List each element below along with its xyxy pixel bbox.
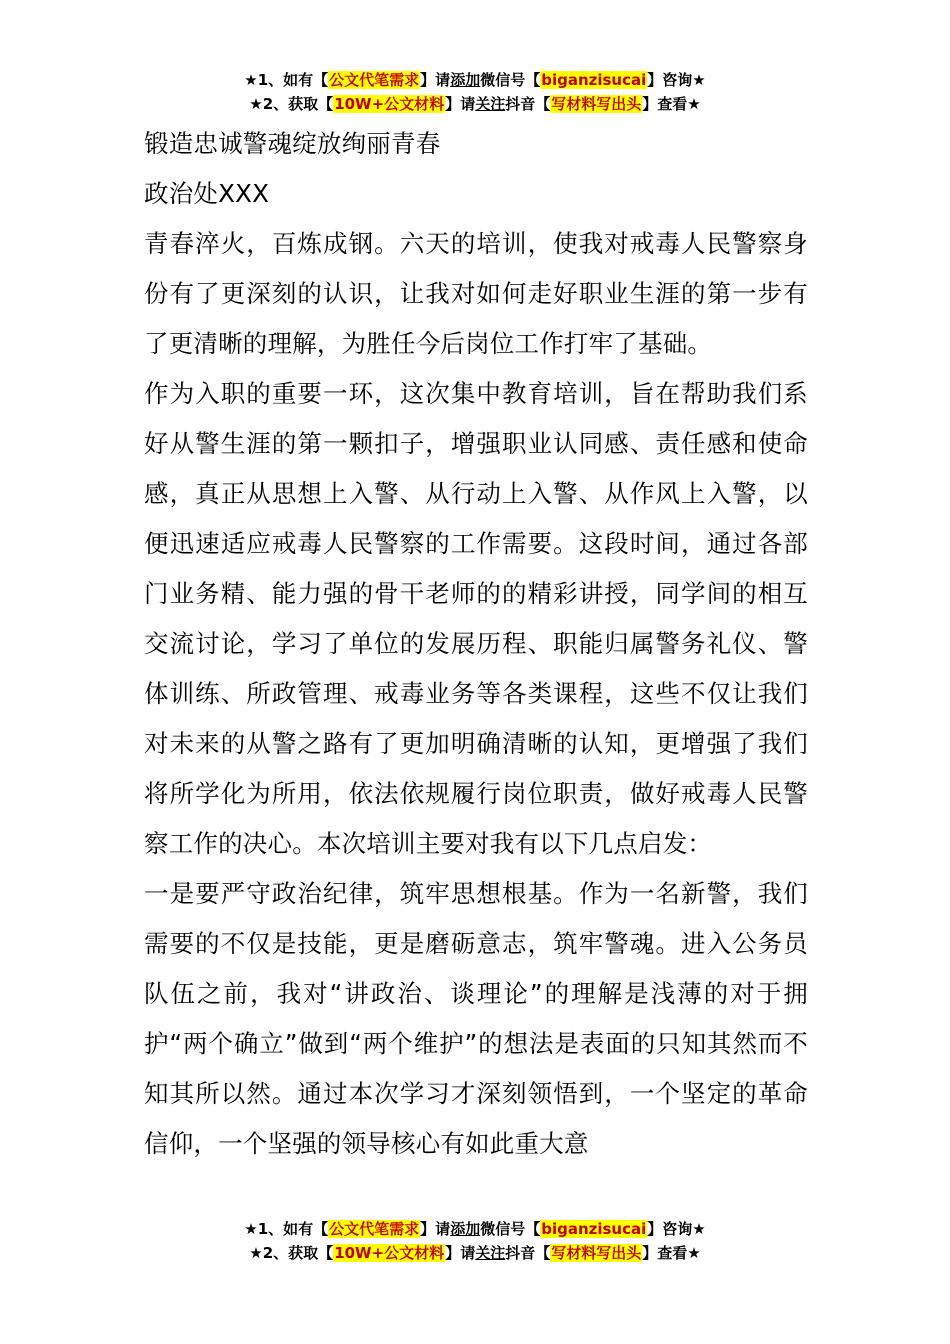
banner-text: 抖音【	[505, 95, 551, 113]
highlight-wechat-id: biganzisucai	[541, 1220, 647, 1238]
paragraph-1: 青春淬火，百炼成钢。六天的培训，使我对戒毒人民警察身份有了更深刻的认识，让我对如何走好职业生涯的第一步有了更清晰的理解，为胜任今后岗位工作打牢了基础。	[144, 229, 808, 358]
banner-text-underlined: 关注	[475, 95, 506, 113]
banner-line-1	[0, 1217, 950, 1241]
banner-text: 】查看★	[642, 1244, 701, 1262]
banner-text: 】请	[420, 71, 451, 89]
banner-text: ★2、获取【	[249, 95, 334, 113]
banner-text: 】查看★	[642, 95, 701, 113]
banner-text: 】请	[445, 95, 476, 113]
banner-line-2	[0, 1241, 950, 1265]
banner-text: 】请	[445, 1244, 476, 1262]
banner-text: ★1、如有【	[244, 1220, 329, 1238]
banner-text-underlined: 关注	[475, 1244, 506, 1262]
banner-text: 抖音【	[505, 1244, 551, 1262]
highlight-douyin-account: 写材料写出头	[551, 1244, 642, 1262]
banner-text: 微信号【	[480, 1220, 541, 1238]
highlight-materials: 10W+公文材料	[334, 1244, 445, 1262]
highlight-service: 公文代笔需求	[329, 1220, 420, 1238]
paragraph-3: 一是要严守政治纪律，筑牢思想根基。作为一名新警，我们需要的不仅是技能，更是磨砺意志，筑牢警魂。进入公务员队伍之前，我对“讲政治、谈理论”的理解是浅薄的对于拥护“两个确立”做到“两个维护”的想法是表面的只知其然而不知其所以然。通过本次学习才深刻领悟到，一个坚定的革命信仰，一个坚强的领导核心有如此重大意	[144, 879, 808, 1158]
banner-text-underlined: 添加	[450, 71, 481, 89]
highlight-douyin-account: 写材料写出头	[551, 95, 642, 113]
document-title: 锻造忠诚警魂绽放绚丽青春	[144, 129, 441, 158]
banner-text: 】咨询★	[647, 1220, 706, 1238]
banner-line-2	[0, 92, 950, 116]
banner-text: ★2、获取【	[249, 1244, 334, 1262]
banner-text: 】咨询★	[647, 71, 706, 89]
banner-text: 微信号【	[480, 71, 541, 89]
document-body	[144, 119, 808, 1169]
banner-line-1	[0, 68, 950, 92]
highlight-wechat-id: biganzisucai	[541, 71, 647, 89]
highlight-service: 公文代笔需求	[329, 71, 420, 89]
banner-text: 】请	[420, 1220, 451, 1238]
paragraph-2: 作为入职的重要一环，这次集中教育培训，旨在帮助我们系好从警生涯的第一颗扣子，增强职业认同感、责任感和使命感，真正从思想上入警、从行动上入警、从作风上入警，以便迅速适应戒毒人民警察的工作需要。这段时间，通过各部门业务精、能力强的骨干老师的的精彩讲授，同学间的相互交流讨论，学习了单位的发展历程、职能归属警务礼仪、警体训练、所政管理、戒毒业务等各类课程，这些不仅让我们对未来的从警之路有了更加明确清晰的认知，更增强了我们将所学化为所用，依法依规履行岗位职责，做好戒毒人民警察工作的决心。本次培训主要对我有以下几点启发：	[144, 379, 808, 858]
document-author: 政治处XXX	[144, 179, 270, 208]
highlight-materials: 10W+公文材料	[334, 95, 445, 113]
banner-text-underlined: 添加	[450, 1220, 481, 1238]
header-ad-banner	[0, 68, 950, 116]
footer-ad-banner	[0, 1217, 950, 1265]
banner-text: ★1、如有【	[244, 71, 329, 89]
